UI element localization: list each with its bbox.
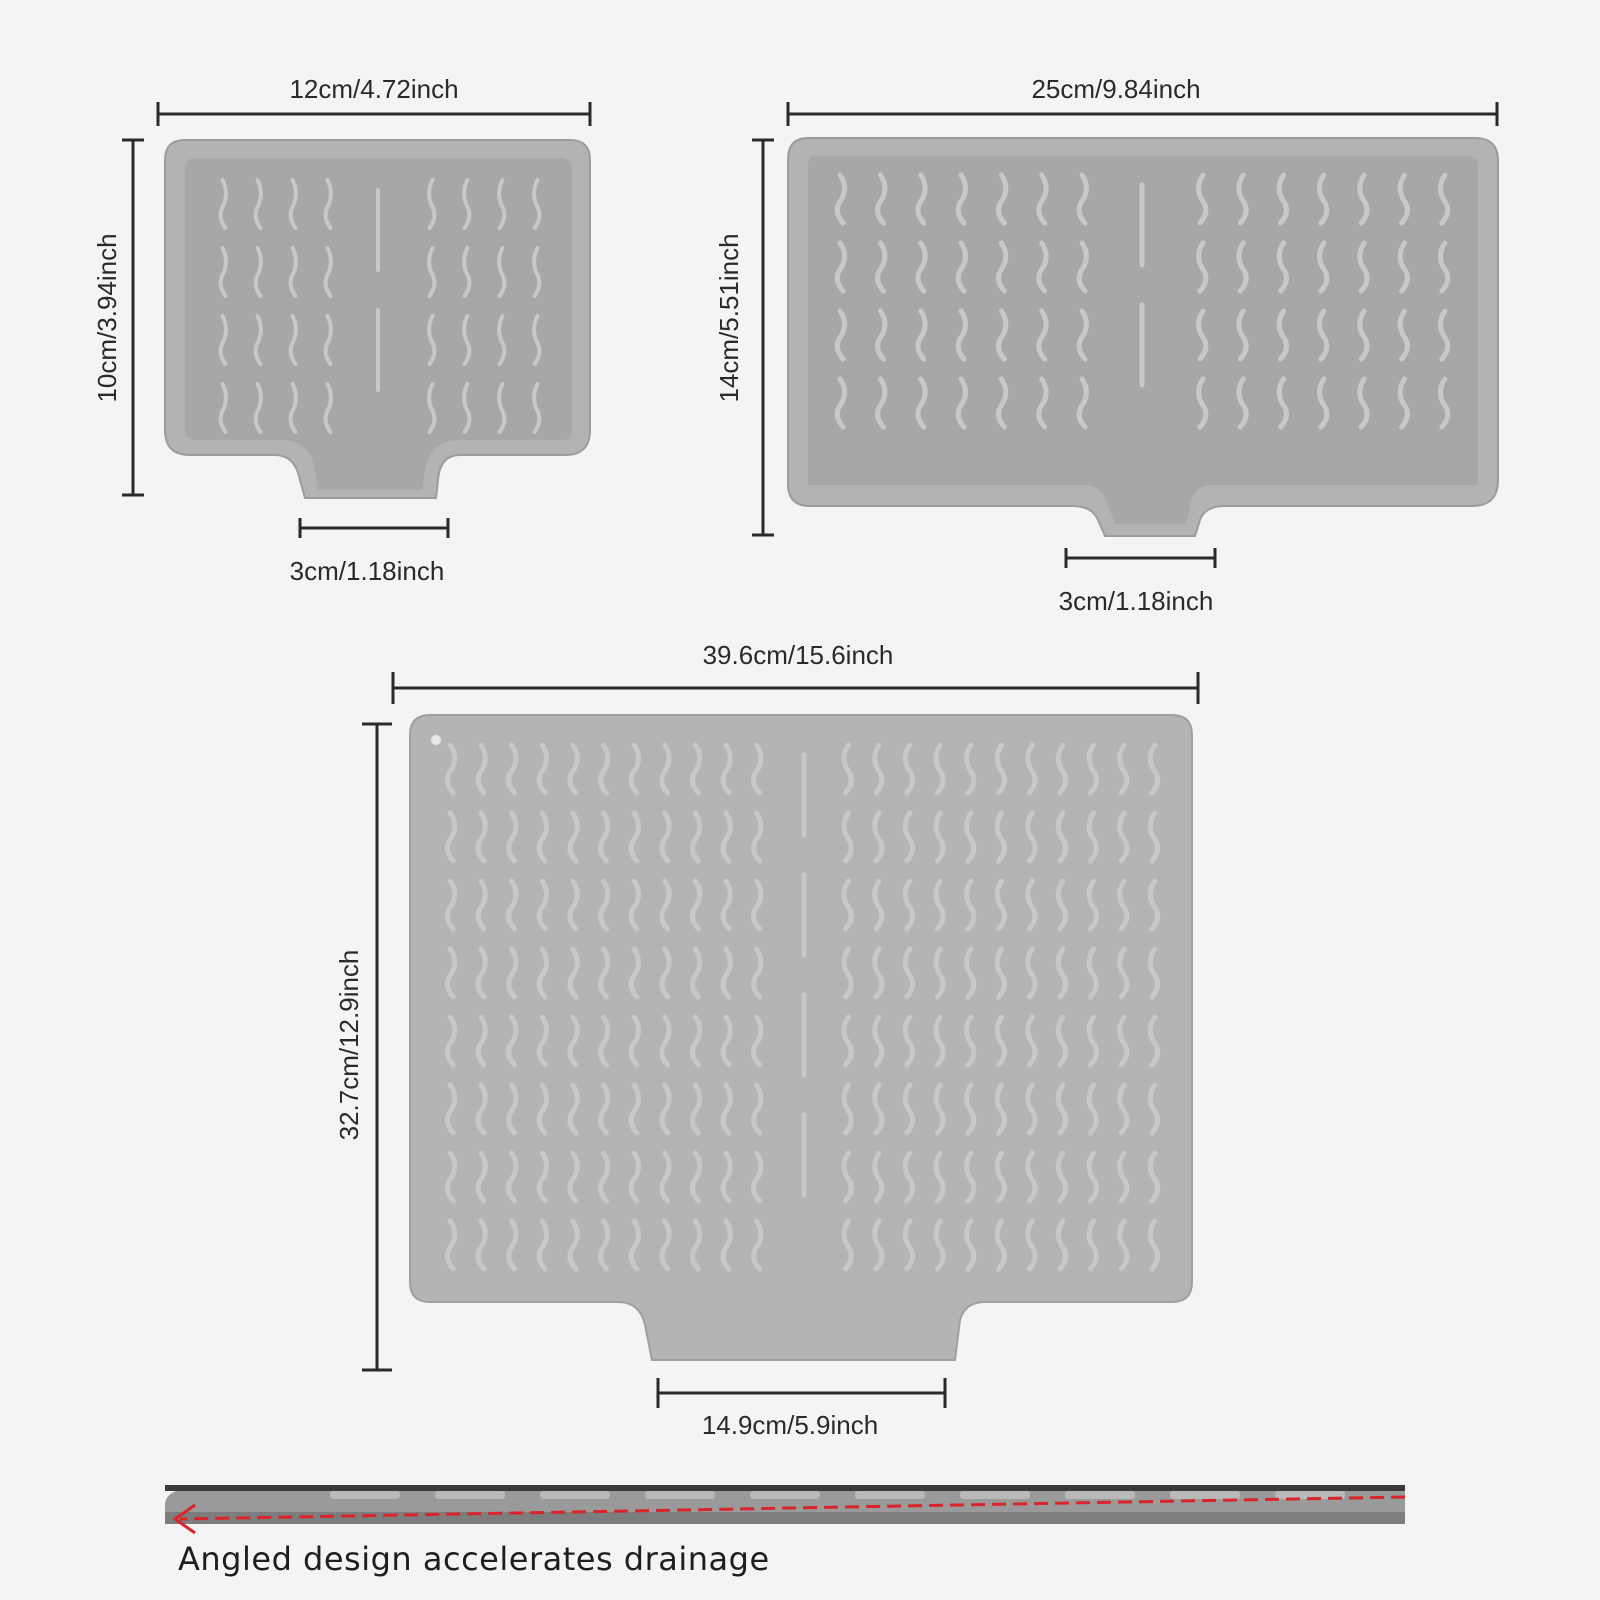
large-width-dimension <box>393 640 1198 704</box>
small-spout-dimension <box>290 518 448 586</box>
medium-mat <box>788 138 1498 536</box>
profile-ridge <box>540 1491 610 1499</box>
medium-spout-dimension <box>1059 548 1215 616</box>
small-height-dimension <box>92 140 144 495</box>
profile-ridge <box>855 1491 925 1499</box>
profile-ridge <box>435 1491 505 1499</box>
medium-spout-label: 3cm/1.18inch <box>1058 586 1214 616</box>
large-height-dimension <box>334 724 392 1370</box>
medium-height-label: 14cm/5.51inch <box>714 233 744 403</box>
profile-ridge <box>330 1491 400 1499</box>
side-profile-base <box>165 1512 1405 1524</box>
small-spout-label: 3cm/1.18inch <box>289 556 445 586</box>
medium-height-dimension <box>714 140 774 535</box>
small-width-label: 12cm/4.72inch <box>289 74 459 104</box>
large-width-label: 39.6cm/15.6inch <box>702 640 894 670</box>
large-spout-label: 14.9cm/5.9inch <box>701 1410 879 1440</box>
medium-width-dimension <box>788 74 1497 126</box>
large-height-label: 32.7cm/12.9inch <box>334 949 364 1141</box>
profile-ridge <box>750 1491 820 1499</box>
large-mat <box>410 715 1192 1360</box>
medium-width-label: 25cm/9.84inch <box>1031 74 1201 104</box>
profile-ridge <box>1065 1491 1135 1499</box>
small-width-dimension <box>158 74 590 126</box>
small-mat <box>165 140 590 498</box>
mat-side-profile <box>165 1485 1405 1533</box>
profile-ridge <box>645 1491 715 1499</box>
large-mat-hanging-hole <box>431 735 441 745</box>
small-height-label: 10cm/3.94inch <box>92 233 122 403</box>
profile-ridge <box>960 1491 1030 1499</box>
large-spout-dimension <box>658 1378 945 1440</box>
side-profile-top-edge <box>165 1485 1405 1491</box>
large-mat-body <box>410 715 1192 1360</box>
profile-ridge <box>1170 1491 1240 1499</box>
drainage-caption: Angled design accelerates drainage <box>178 1540 770 1578</box>
